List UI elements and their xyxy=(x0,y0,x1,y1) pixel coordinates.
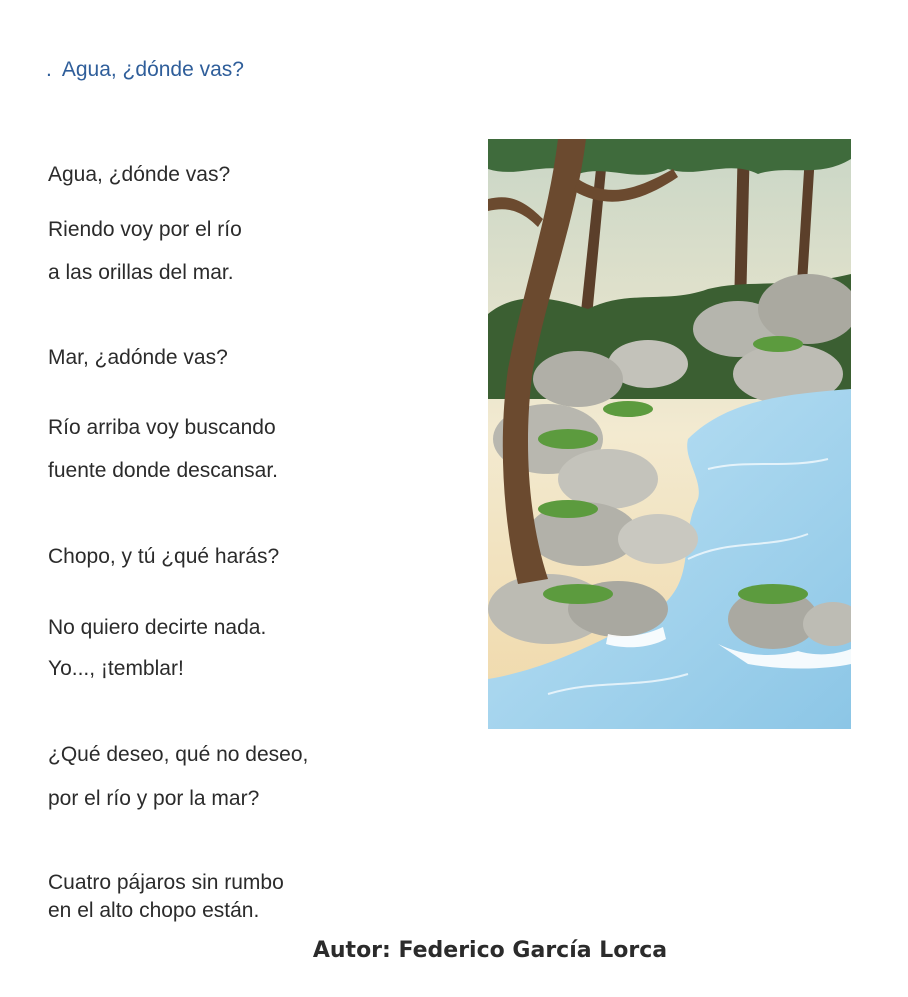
poem-line: Chopo, y tú ¿qué harás? xyxy=(48,545,280,568)
poem-line: Riendo voy por el río xyxy=(48,218,242,241)
poem-line: ¿Qué deseo, qué no deseo, xyxy=(48,743,309,766)
poem-title xyxy=(46,58,244,82)
poem-author: Autor: Federico García Lorca xyxy=(312,938,668,963)
poem-line: Yo..., ¡temblar! xyxy=(48,657,184,680)
title-bullet: . xyxy=(46,58,52,81)
river-illustration xyxy=(488,139,851,729)
poem-line: a las orillas del mar. xyxy=(48,261,234,284)
title-text: Agua, ¿dónde vas? xyxy=(61,58,244,81)
poem-line: Agua, ¿dónde vas? xyxy=(48,163,231,186)
poem-line: Mar, ¿adónde vas? xyxy=(48,346,228,369)
poem-line: No quiero decirte nada. xyxy=(48,616,267,639)
poem-line: por el río y por la mar? xyxy=(48,787,260,810)
poem-line: en el alto chopo están. xyxy=(48,899,260,922)
poem-line: Cuatro pájaros sin rumbo xyxy=(48,871,284,894)
poem-line: fuente donde descansar. xyxy=(48,459,279,482)
poem-line: Río arriba voy buscando xyxy=(48,416,276,439)
